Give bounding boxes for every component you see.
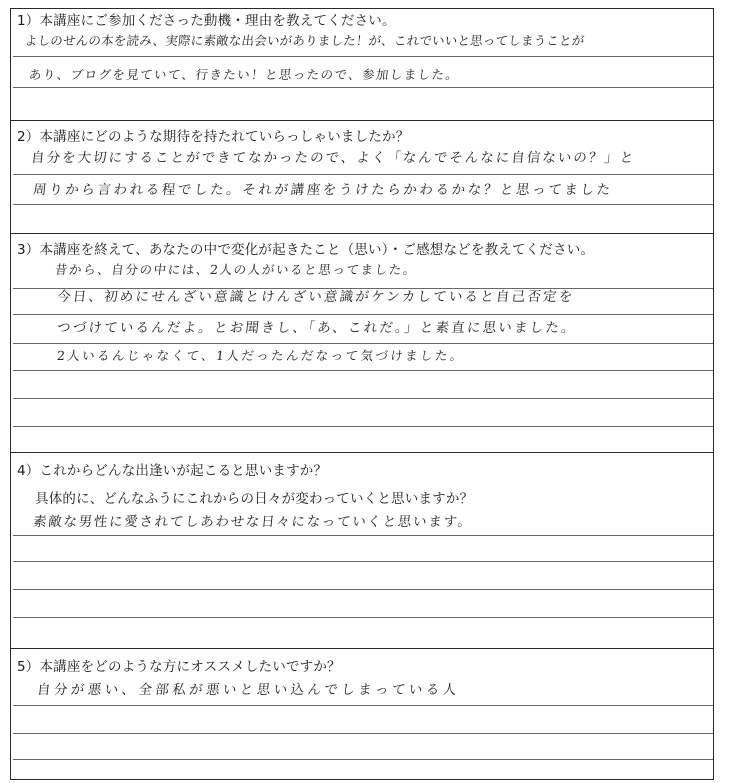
answer-rule [13,733,713,734]
answer-rule [13,56,713,57]
question-5-answer-line-1: 自分が悪い、全部私が悪いと思い込んでしまっている人 [36,682,461,698]
answer-rule [13,370,713,371]
answer-rule [13,535,713,536]
answer-rule [13,561,713,562]
question-3-answer-line-2: 今日、初めにせんざい意識とけんざい意識がケンカしていると自己否定を [56,289,576,305]
answer-rule [13,343,713,344]
answer-rule [13,617,713,618]
question-4-prompt-2: 具体的に、どんなふうにこれからの日々が変わっていくと思いますか？ [35,491,474,507]
answer-rule [13,87,713,88]
survey-sheet [10,8,714,780]
question-1-prompt: 1）本講座にご参加くださった動機・理由を教えてください。 [17,13,396,29]
question-4-prompt: 4）これからどんな出逢いが起こると思いますか？ [17,463,328,479]
question-1-answer-line-2: あり、ブログを見ていて、行きたい！と思ったので、参加しました。 [28,67,461,82]
question-3-answer-line-3: つづけているんだよ。とお聞きし、「あ、これだ。」と素直に思いました。 [56,320,578,336]
question-4-answer-line-1: 素敵な男性に愛されてしあわせな日々になっていくと思います。 [32,514,474,530]
answer-rule [13,174,713,175]
answer-rule [13,705,713,706]
question-2-section [11,120,713,233]
question-2-prompt: 2）本講座にどのような期待を持たれていらっしゃいましたか？ [17,129,410,145]
answer-rule [13,398,713,399]
question-1-section [11,9,713,120]
question-4-section [11,452,713,648]
question-2-answer-line-1: 自分を大切にすることができてなかったので、よく「なんでそんなに自信ないの？」と [30,150,637,166]
answer-rule [13,589,713,590]
question-3-prompt: 3）本講座を終えて、あなたの中で変化が起きたこと（思い）・ご感想などを教えてください。 [17,242,595,258]
answer-rule [13,314,713,315]
question-5-prompt: 5）本講座をどのような方にオススメしたいですか？ [17,659,341,675]
answer-rule [13,759,713,760]
question-2-answer-line-2: 周りから言われる程でした。それが講座をうけたらかわるかな？と思ってました [32,182,614,198]
question-3-answer-line-1: 昔から、自分の中には、2人の人がいると思ってました。 [54,262,418,277]
question-1-answer-line-1: よしのせんの本を読み、実際に素敵な出会いがありました！が、これでいいと思ってしまうことが [24,33,586,48]
question-5-section [11,648,713,781]
question-3-section [11,233,713,452]
answer-rule [13,204,713,205]
question-3-answer-line-4: 2人いるんじゃなくて、1人だったんだなって気づけました。 [56,348,466,363]
answer-rule [13,426,713,427]
